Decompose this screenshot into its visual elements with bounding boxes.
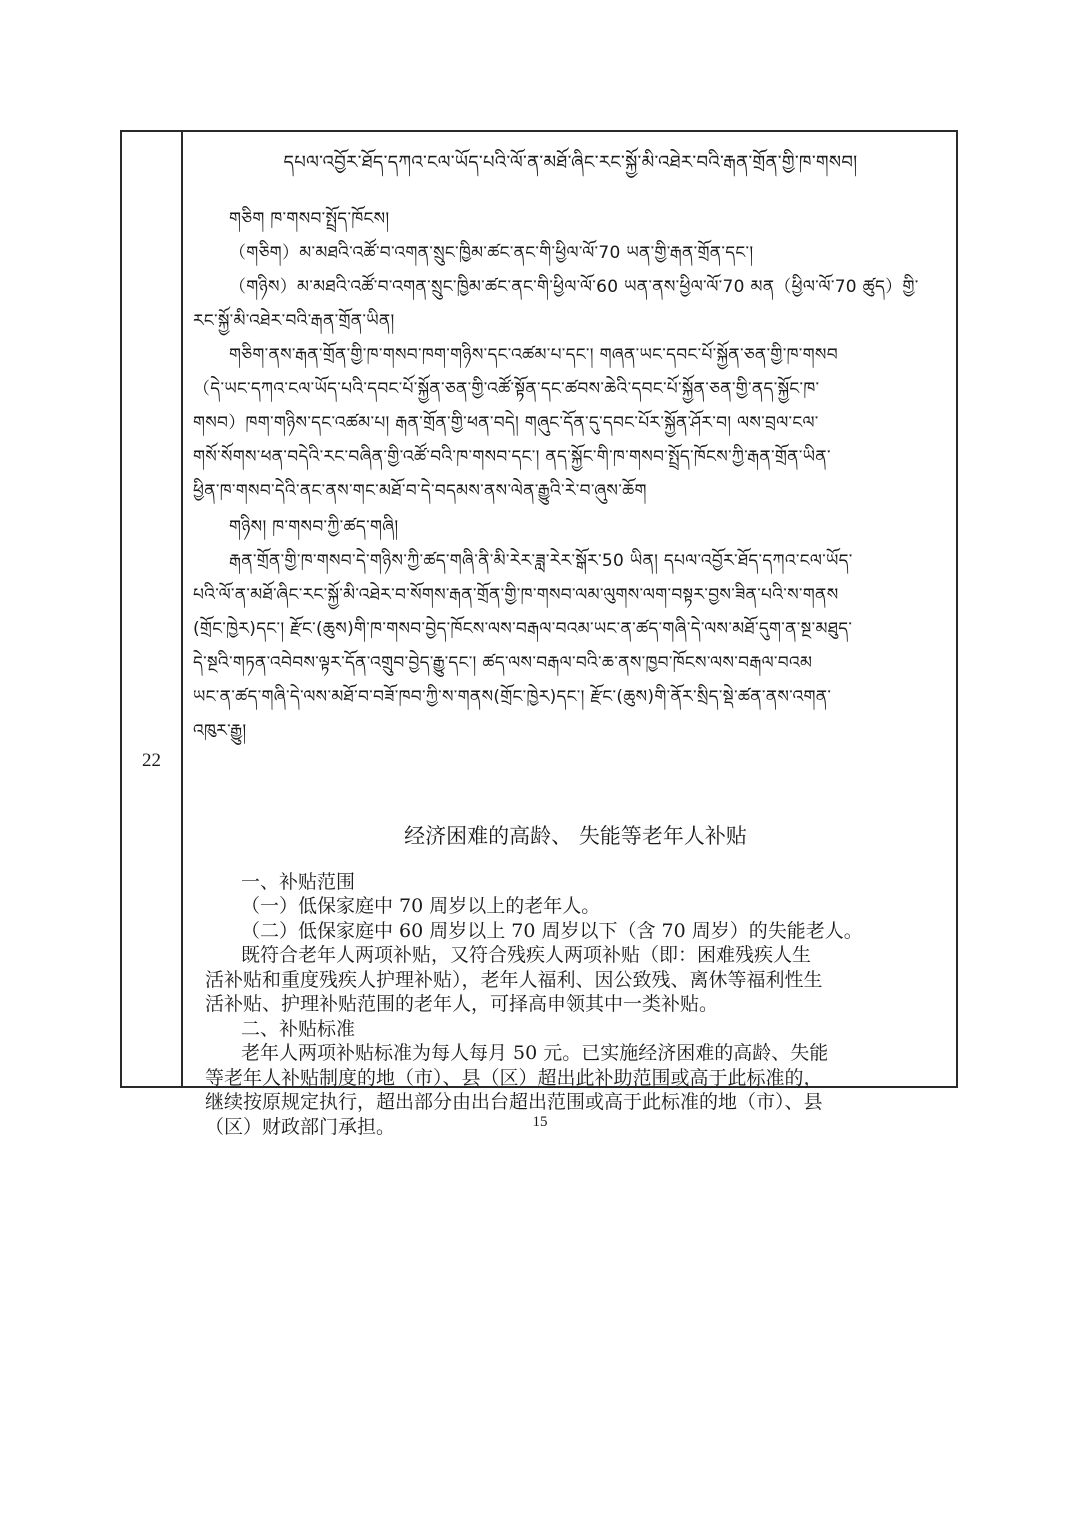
chinese-heading: 二、补贴标准 — [241, 1017, 356, 1040]
tibetan-paragraph-line: དེ་སྔའི་གཏན་འབེབས་ལྟར་དོན་འགྲུབ་བྱེད་རྒྱུ་དང་། ཚད་ལས་བརྒལ་བའི་ཆ་ནས་ཁྱབ་ཁོངས་ལས་བརྒལ་བའམ — [193, 653, 813, 673]
chinese-title: 经济困难的高龄、 失能等老年人补贴 — [404, 824, 747, 848]
tibetan-paragraph-line: (གྲོང་ཁྱེར)དང་། རྫོང་(ཆུས)གི་ཁ་གསབ་བྱེད་ཁོངས་ལས་བརྒལ་བའམ་ཡང་ན་ཚད་གཞི་དེ་ལས་མཐོ་དུག་ན་སྔ་མཐུད་ — [193, 619, 853, 639]
chinese-paragraph-line: 活补贴、护理补贴范围的老年人，可择高申领其中一类补贴。 — [205, 993, 719, 1015]
tibetan-paragraph-line: གསབ）ཁག་གཉིས་དང་འཚམ་པ། རྒན་གྲོན་གྱི་ཕན་བདེ། གཞུང་དོན་དུ་དབང་པོར་སྐྱོན་ཤོར་བ། ལས་བྲལ་ངལ་ — [193, 413, 819, 433]
tibetan-paragraph-line: གཅིག་ནས་རྒན་གྲོན་གྱི་ཁ་གསབ་ཁག་གཉིས་དང་འཚམ་པ་དང་། གཞན་ཡང་དབང་པོ་སྐྱོན་ཅན་གྱི་ཁ་གསབ — [229, 345, 838, 365]
tibetan-paragraph-line: གསོ་སོགས་ཕན་བདེའི་རང་བཞིན་གྱི་འཚོ་བའི་ཁ་གསབ་དང་། ནད་སྐྱོང་གི་ཁ་གསབ་སྤྲོད་ཁོངས་ཀྱི་རྒན་གྲོན་ཡིན་ — [193, 447, 831, 467]
tibetan-title: དཔལ་འབྱོར་ཐོད་དཀའ་ངལ་ཡོད་པའི་ལོ་ན་མཐོ་ཞིང་རང་སྐྱོ་མི་འཐེར་བའི་རྒན་གྲོན་གྱི་ཁ་གསབ། — [283, 152, 858, 173]
row-number: 22 — [142, 750, 161, 771]
chinese-paragraph-line: 老年人两项补贴标准为每人每月 50 元。已实施经济困难的高龄、失能 — [241, 1042, 829, 1064]
tibetan-paragraph-line: རང་སྐྱོ་མི་འཐེར་བའི་རྒན་གྲོན་ཡིན། — [193, 311, 395, 331]
chinese-paragraph-line: 等老年人补贴制度的地（市）、县（区）超出此补助范围或高于此标准的， — [205, 1066, 823, 1089]
row-number-cell — [122, 132, 183, 1086]
chinese-paragraph-line: （一）低保家庭中 70 周岁以上的老年人。 — [241, 895, 601, 917]
page-number: 15 — [532, 1114, 548, 1130]
tibetan-paragraph-line: རྒན་གྲོན་གྱི་ཁ་གསབ་དེ་གཉིས་ཀྱི་ཚད་གཞི་ནི་མི་རེར་ཟླ་རེར་སྒོར་50 ཡིན། དཔལ་འབྱོར་ཐོད་དཀའ་ངལ་ཡོད་ — [229, 551, 853, 571]
tibetan-paragraph-line: ཡང་ན་ཚད་གཞི་དེ་ལས་མཐོ་བ་བཟོ་ཁབ་ཀྱི་ས་གནས(གྲོང་ཁྱེར)དང་། རྫོང་(ཆུས)གི་ནོར་སྲིད་སྡེ་ཚན་ནས་འགན་ — [193, 687, 832, 707]
chinese-paragraph-line: 继续按原规定执行，超出部分由出台超出范围或高于此标准的地（市）、县 — [205, 1091, 823, 1113]
tibetan-paragraph-line: འཁུར་རྒྱུ། — [193, 721, 247, 741]
tibetan-paragraph-line: （གཅིག）མ་མཐའི་འཚོ་བ་འགན་སྲུང་ཁྱིམ་ཚང་ནང་གི་ཕྱིལ་ལོ་70 ཡན་གྱི་རྒན་གྲོན་དང་། — [229, 243, 754, 263]
chinese-paragraph-line: （二）低保家庭中 60 周岁以上 70 周岁以下（含 70 周岁）的失能老人。 — [241, 919, 863, 942]
chinese-paragraph-line: 既符合老年人两项补贴，又符合残疾人两项补贴（即：困难残疾人生 — [241, 944, 812, 966]
chinese-paragraph-line: 活补贴和重度残疾人护理补贴），老年人福利、因公致残、离休等福利性生 — [205, 968, 823, 991]
tibetan-paragraph-line: （དེ་ཡང་དཀའ་ངལ་ཡོད་པའི་དབང་པོ་སྐྱོན་ཅན་གྱི་འཚོ་སྟོན་དང་ཚབས་ཆེའི་དབང་པོ་སྐྱོན་ཅན་གྱི་ནད་སྐྱོང་ཁ་ — [193, 379, 820, 399]
tibetan-paragraph-line: གཅིག ཁ་གསབ་སྤྲོད་ཁོངས། — [229, 209, 390, 229]
tibetan-paragraph-line: གཉིས། ཁ་གསབ་ཀྱི་ཚད་གཞི། — [229, 517, 399, 537]
tibetan-paragraph-line: ཕྱིན་ཁ་གསབ་དེའི་ནང་ནས་གང་མཐོ་བ་དེ་བདམས་ནས་ལེན་རྒྱུའི་རེ་བ་ཞུས་ཆོག — [193, 481, 647, 501]
tibetan-paragraph-line: པའི་ལོ་ན་མཐོ་ཞིང་རང་སྐྱོ་མི་འཐེར་བ་སོགས་རྒན་གྲོན་གྱི་ཁ་གསབ་ལམ་ལུགས་ལག་བསྟར་བྱས་ཟིན་པའི་ས་གནས — [193, 585, 839, 605]
chinese-heading: 一、补贴范围 — [241, 870, 356, 893]
tibetan-paragraph-line: （གཉིས）མ་མཐའི་འཚོ་བ་འགན་སྲུང་ཁྱིམ་ཚང་ནང་གི་ཕྱིལ་ལོ་60 ཡན་ནས་ཕྱིལ་ལོ་70 མན（ཕྱིལ་ལོ་70 ཚུད）གྱི་ — [229, 277, 919, 297]
chinese-paragraph-line: （区）财政部门承担。 — [205, 1115, 396, 1138]
